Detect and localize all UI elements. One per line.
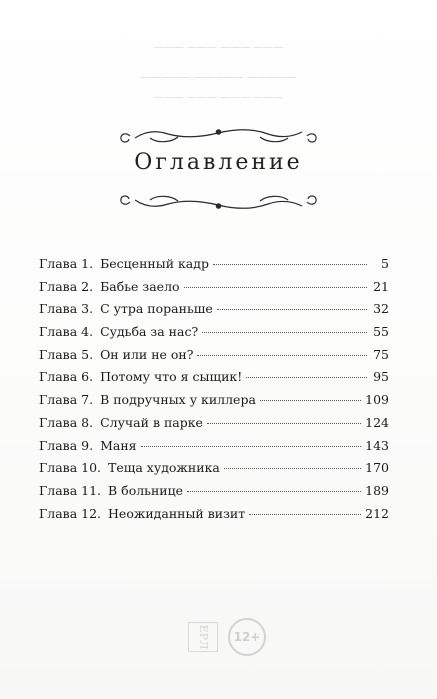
toc-entry xyxy=(39,256,389,279)
table-of-contents xyxy=(39,256,389,528)
toc-page-number: 5 xyxy=(381,256,389,271)
publisher-logo: ЕРЛ xyxy=(188,622,218,652)
toc-entry xyxy=(39,438,389,461)
dot-leader xyxy=(141,446,362,447)
toc-chapter-title: Неожиданный визит xyxy=(108,505,246,521)
toc-entry xyxy=(39,483,389,506)
toc-entry xyxy=(39,415,389,438)
toc-page-number: 189 xyxy=(365,482,389,498)
bleed-through-text: ——— ——— ——— ——— xyxy=(153,92,284,103)
toc-entry xyxy=(39,369,389,392)
toc-page-number: 55 xyxy=(373,324,389,340)
toc-page-number: 75 xyxy=(373,346,389,362)
toc-chapter-title: Судьба за нас? xyxy=(100,324,199,340)
toc-chapter-number: Глава 9. xyxy=(39,437,94,453)
dot-leader xyxy=(202,332,367,333)
toc-chapter-title: Маня xyxy=(100,437,137,453)
toc-chapter-title: Бесценный кадр xyxy=(100,256,209,271)
toc-chapter-number: Глава 7. xyxy=(39,392,94,408)
bleed-through-text: ————— ————— ————— xyxy=(140,72,297,83)
toc-chapter-title: В подручных у киллера xyxy=(100,392,256,408)
toc-chapter-number: Глава 6. xyxy=(39,369,94,385)
toc-chapter-number: Глава 8. xyxy=(39,414,94,430)
bleed-through-text: ——— ——— ——— ——— xyxy=(153,42,284,53)
page-title: Оглавление xyxy=(134,150,303,175)
toc-entry xyxy=(39,301,389,324)
toc-entry xyxy=(39,460,389,483)
toc-page-number: 143 xyxy=(365,437,389,453)
toc-chapter-number: Глава 1. xyxy=(39,256,94,271)
toc-chapter-number: Глава 2. xyxy=(39,278,94,294)
toc-chapter-title: Потому что я сыщик! xyxy=(100,369,243,385)
toc-chapter-title: В больнице xyxy=(108,482,184,498)
dot-leader xyxy=(224,468,361,469)
toc-entry xyxy=(39,392,389,415)
toc-page-number: 170 xyxy=(365,460,389,476)
dot-leader xyxy=(184,287,367,288)
toc-entry xyxy=(39,324,389,347)
toc-page-number: 109 xyxy=(365,392,389,408)
dot-leader xyxy=(246,377,367,378)
dot-leader xyxy=(249,514,361,515)
toc-chapter-number: Глава 3. xyxy=(39,301,94,317)
toc-page-number: 212 xyxy=(365,505,389,521)
toc-page-number: 32 xyxy=(373,301,389,317)
top-ornament xyxy=(0,124,437,148)
dot-leader xyxy=(260,400,361,401)
toc-chapter-title: Случай в парке xyxy=(100,414,203,430)
dot-leader xyxy=(213,264,367,265)
toc-entry xyxy=(39,347,389,370)
toc-entry xyxy=(39,506,389,529)
toc-chapter-number: Глава 5. xyxy=(39,346,94,362)
dot-leader xyxy=(197,355,367,356)
dot-leader xyxy=(207,423,361,424)
age-rating-badge: 12+ xyxy=(228,618,266,656)
toc-entry xyxy=(39,279,389,302)
toc-chapter-title: Теща художника xyxy=(108,460,220,476)
bottom-ornament xyxy=(0,190,437,214)
toc-page-number: 95 xyxy=(373,369,389,385)
toc-chapter-number: Глава 12. xyxy=(39,505,102,521)
toc-page-number: 21 xyxy=(373,278,389,294)
toc-chapter-title: Он или не он? xyxy=(100,346,194,362)
dot-leader xyxy=(187,491,361,492)
toc-chapter-number: Глава 11. xyxy=(39,482,102,498)
toc-chapter-title: Бабье заело xyxy=(100,278,180,294)
dot-leader xyxy=(217,309,367,310)
toc-page-number: 124 xyxy=(365,414,389,430)
toc-chapter-number: Глава 10. xyxy=(39,460,102,476)
toc-chapter-number: Глава 4. xyxy=(39,324,94,340)
toc-chapter-title: С утра пораньше xyxy=(100,301,213,317)
